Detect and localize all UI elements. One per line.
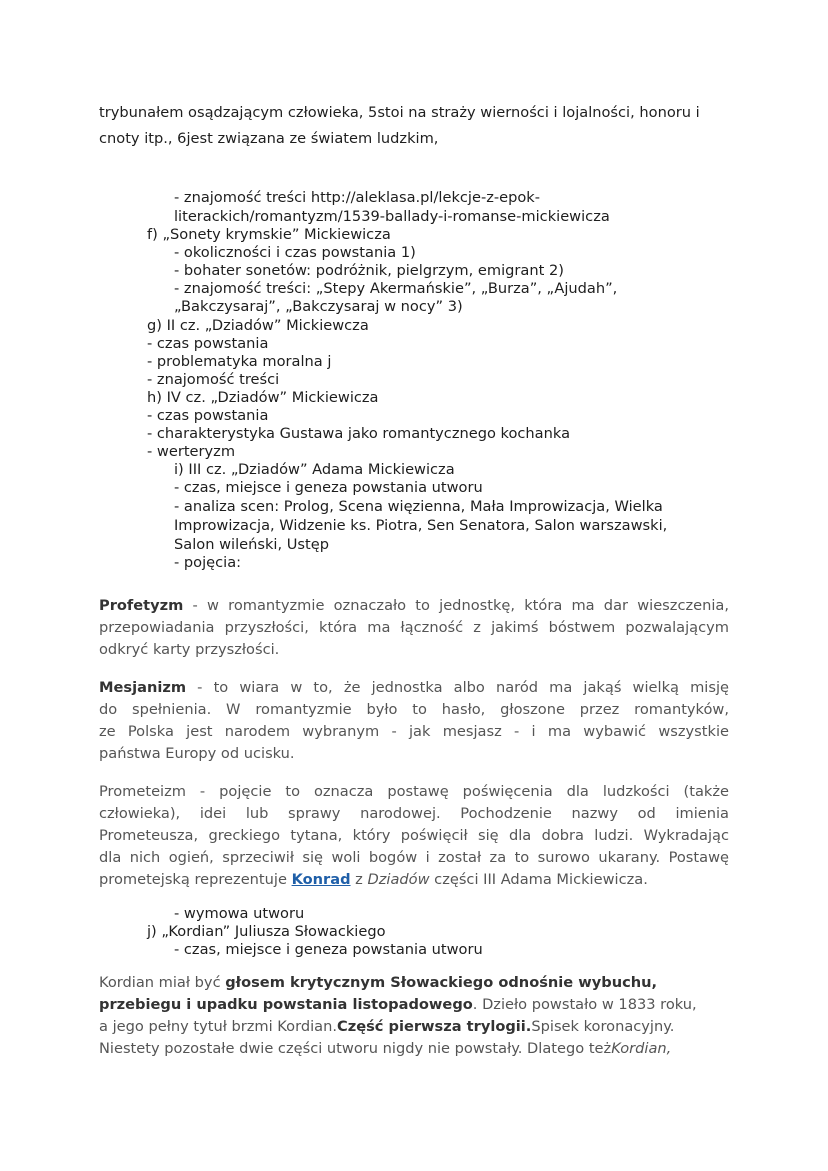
outline-item: - czas powstania — [147, 335, 269, 352]
outline-heading-h: h) IV cz. „Dziadów” Mickiewicza — [147, 389, 379, 406]
mesjanizm-paragraph: Mesjanizm - to wiara w to, że jednostka albo naród ma jakąś wielką misję do spełnienia. W romantyzmie było to hasło, głoszone przez romantyków, ze Polska jest narodem wybranym - jak mesjasz - i ma wybawić wszystkie państwa Europy od ucisku. — [99, 679, 729, 762]
outline-heading-g: g) II cz. „Dziadów” Mickiewcza — [147, 317, 369, 334]
kordian-paragraph: Kordian miał być głosem krytycznym Słowackiego odnośnie wybuchu, przebiegu i upadku powstania listopadowego. Dzieło powstało w 1833 roku, a jego pełny tytuł brzmi Kordian.Część pierwsza trylogii.Spisek koronacyjny. Niestety pozostałe dwie części utworu nigdy nie powstały. Dlatego teżKordian, — [99, 974, 697, 1057]
outline-item: - znajomość treści http://aleklasa.pl/lekcje-z-epok- — [174, 189, 541, 206]
konrad-link[interactable]: Konrad — [291, 871, 351, 888]
mesjanizm-term: Mesjanizm — [99, 679, 187, 696]
outline-item: - znajomość treści — [147, 371, 280, 388]
outline-item: - charakterystyka Gustawa jako romantycznego kochanka — [147, 425, 571, 442]
outline-item: literackich/romantyzm/1539-ballady-i-romanse-mickiewicza — [174, 208, 610, 225]
outline-item: - problematyka moralna j — [147, 353, 332, 370]
outline-item: - czas, miejsce i geneza powstania utworu — [174, 479, 483, 496]
outline-item: - czas powstania — [147, 407, 269, 424]
profetyzm-paragraph: Profetyzm - w romantyzmie oznaczało to jednostkę, która ma dar wieszczenia, przepowiadania przyszłości, która ma łączność z jakimś bóstwem pozwalającym odkryć karty przyszłości. — [99, 597, 729, 658]
outline-item: - czas, miejsce i geneza powstania utworu — [174, 941, 483, 958]
outline-item: „Bakczysaraj”, „Bakczysaraj w nocy” 3) — [174, 298, 463, 315]
outline-heading-f: f) „Sonety krymskie” Mickiewicza — [147, 226, 391, 243]
top-paragraph-line-1: trybunałem osądzającym człowieka, 5stoi na straży wierności i lojalności, honoru i — [99, 104, 700, 121]
profetyzm-term: Profetyzm — [99, 597, 184, 614]
prometeizm-paragraph: Prometeizm - pojęcie to oznacza postawę poświęcenia dla ludzkości (także człowieka), idei lub sprawy narodowej. Pochodzenie nazwy od imienia Prometeusza, greckiego tytana, który poświęcił się dla dobra ludzi. Wykradając dla nich ogień, sprzeciwił się woli bogów i został za to surowo ukarany. Postawę prometejską reprezentuje Konrad z Dziadów części III Adama Mickiewicza. — [99, 783, 729, 888]
outline-item: - okoliczności i czas powstania 1) — [174, 244, 416, 261]
outline-item: - wymowa utworu — [174, 905, 305, 922]
outline-heading-i: i) III cz. „Dziadów” Adama Mickiewicza — [174, 461, 455, 478]
outline-item: - werteryzm — [147, 443, 236, 460]
outline-item: Salon wileński, Ustęp — [174, 536, 329, 553]
outline-item: Improwizacja, Widzenie ks. Piotra, Sen Senatora, Salon warszawski, — [174, 517, 668, 534]
outline-item: - bohater sonetów: podróżnik, pielgrzym, emigrant 2) — [174, 262, 564, 279]
outline-item: - analiza scen: Prolog, Scena więzienna, Mała Improwizacja, Wielka — [174, 498, 663, 515]
outline-item: - znajomość treści: „Stepy Akermańskie”, „Burza”, „Ajudah”, — [174, 280, 618, 297]
outline-item: - pojęcia: — [174, 554, 242, 571]
top-paragraph-line-2: cnoty itp., 6jest związana ze światem ludzkim, — [99, 130, 439, 147]
outline-heading-j: j) „Kordian” Juliusza Słowackiego — [147, 923, 386, 940]
